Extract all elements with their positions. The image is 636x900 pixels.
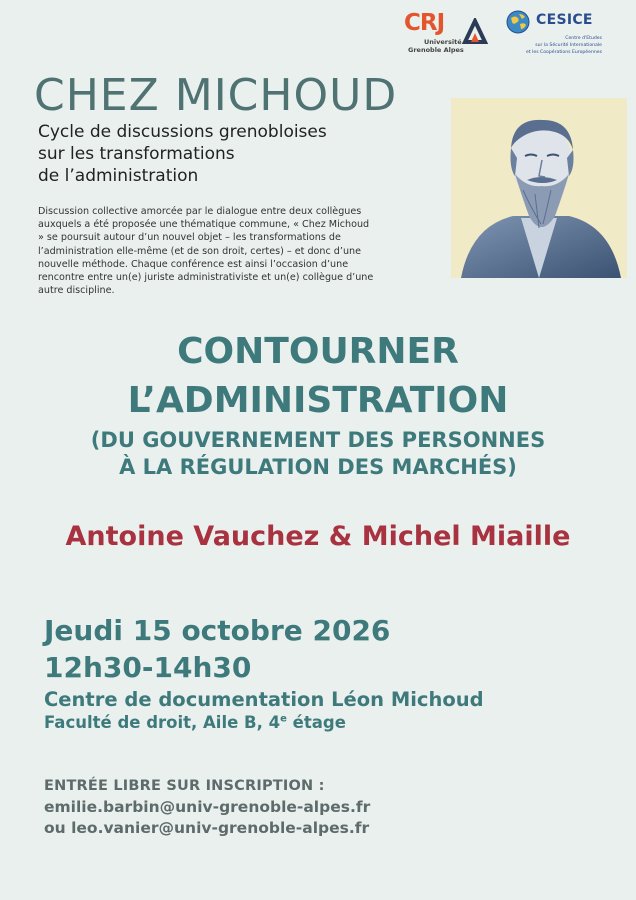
event-time: 12h30-14h30 — [44, 651, 252, 684]
series-subtitle — [38, 121, 418, 187]
series-subtitle-line: de l’administration — [38, 166, 199, 186]
crj-university-line2: Grenoble Alpes — [408, 46, 464, 54]
cesice-logo — [506, 10, 606, 56]
portrait-image — [451, 98, 627, 278]
globe-icon — [506, 10, 530, 34]
cesice-sub-line3: et les Coopérations Européennes — [526, 50, 602, 55]
conference-title-line1: CONTOURNER — [177, 331, 459, 372]
registration-label: ENTRÉE LIBRE SUR INSCRIPTION : — [44, 778, 325, 794]
place-detail-end: étage — [286, 713, 346, 732]
registration-email-2 — [44, 819, 369, 837]
email-link[interactable]: leo.vanier@univ-grenoble-alpes.fr — [71, 819, 370, 837]
place-detail-sup: e — [280, 713, 287, 725]
place-detail-text: Faculté de droit, Aile B, 4 — [44, 713, 281, 732]
cesice-sub-line1: Centre d'Etudes — [565, 36, 602, 41]
crj-logo-letters: CRJ — [404, 10, 445, 36]
series-description: Discussion collective amorcée par le dialogue entre deux collègues auxquels a été proposée une thématique commune, « Chez Michoud » se poursuit autour d’un nouvel objet – les transformations de l’administration elle-même (et de son droit, certes) – et donc d’une nouvelle méthode. Chaque conférence est ainsi l’occasion d’une rencontre entre un(e) juriste administrativiste et un(e) collègue d’une autre discipline. — [38, 206, 374, 297]
email-link[interactable]: emilie.barbin@univ-grenoble-alpes.fr — [44, 798, 371, 816]
series-title: CHEZ MICHOUD — [34, 70, 398, 121]
series-subtitle-line: sur les transformations — [38, 144, 235, 164]
crj-triangle-icon — [462, 18, 488, 44]
conference-subtitle-line2: À LA RÉGULATION DES MARCHÉS) — [119, 455, 517, 479]
conference-subtitle-line1: (DU GOUVERNEMENT DES PERSONNES — [90, 428, 546, 452]
series-subtitle-line: Cycle de discussions grenobloises — [38, 122, 327, 142]
speakers: Antoine Vauchez & Michel Miaille — [65, 521, 571, 552]
crj-university-line1: Université — [424, 38, 462, 46]
event-date: Jeudi 15 octobre 2026 — [44, 614, 391, 647]
event-place-detail — [44, 713, 346, 732]
portrait-engraving-icon — [451, 98, 627, 278]
crj-logo — [404, 10, 486, 54]
cesice-sub-line2: sur la Sécurité Internationale — [535, 43, 602, 48]
conference-title-line2: L’ADMINISTRATION — [127, 380, 509, 421]
email-prefix: ou — [44, 819, 72, 837]
event-place: Centre de documentation Léon Michoud — [44, 688, 484, 711]
cesice-name: CESICE — [536, 12, 593, 28]
registration-email-1 — [44, 798, 370, 816]
